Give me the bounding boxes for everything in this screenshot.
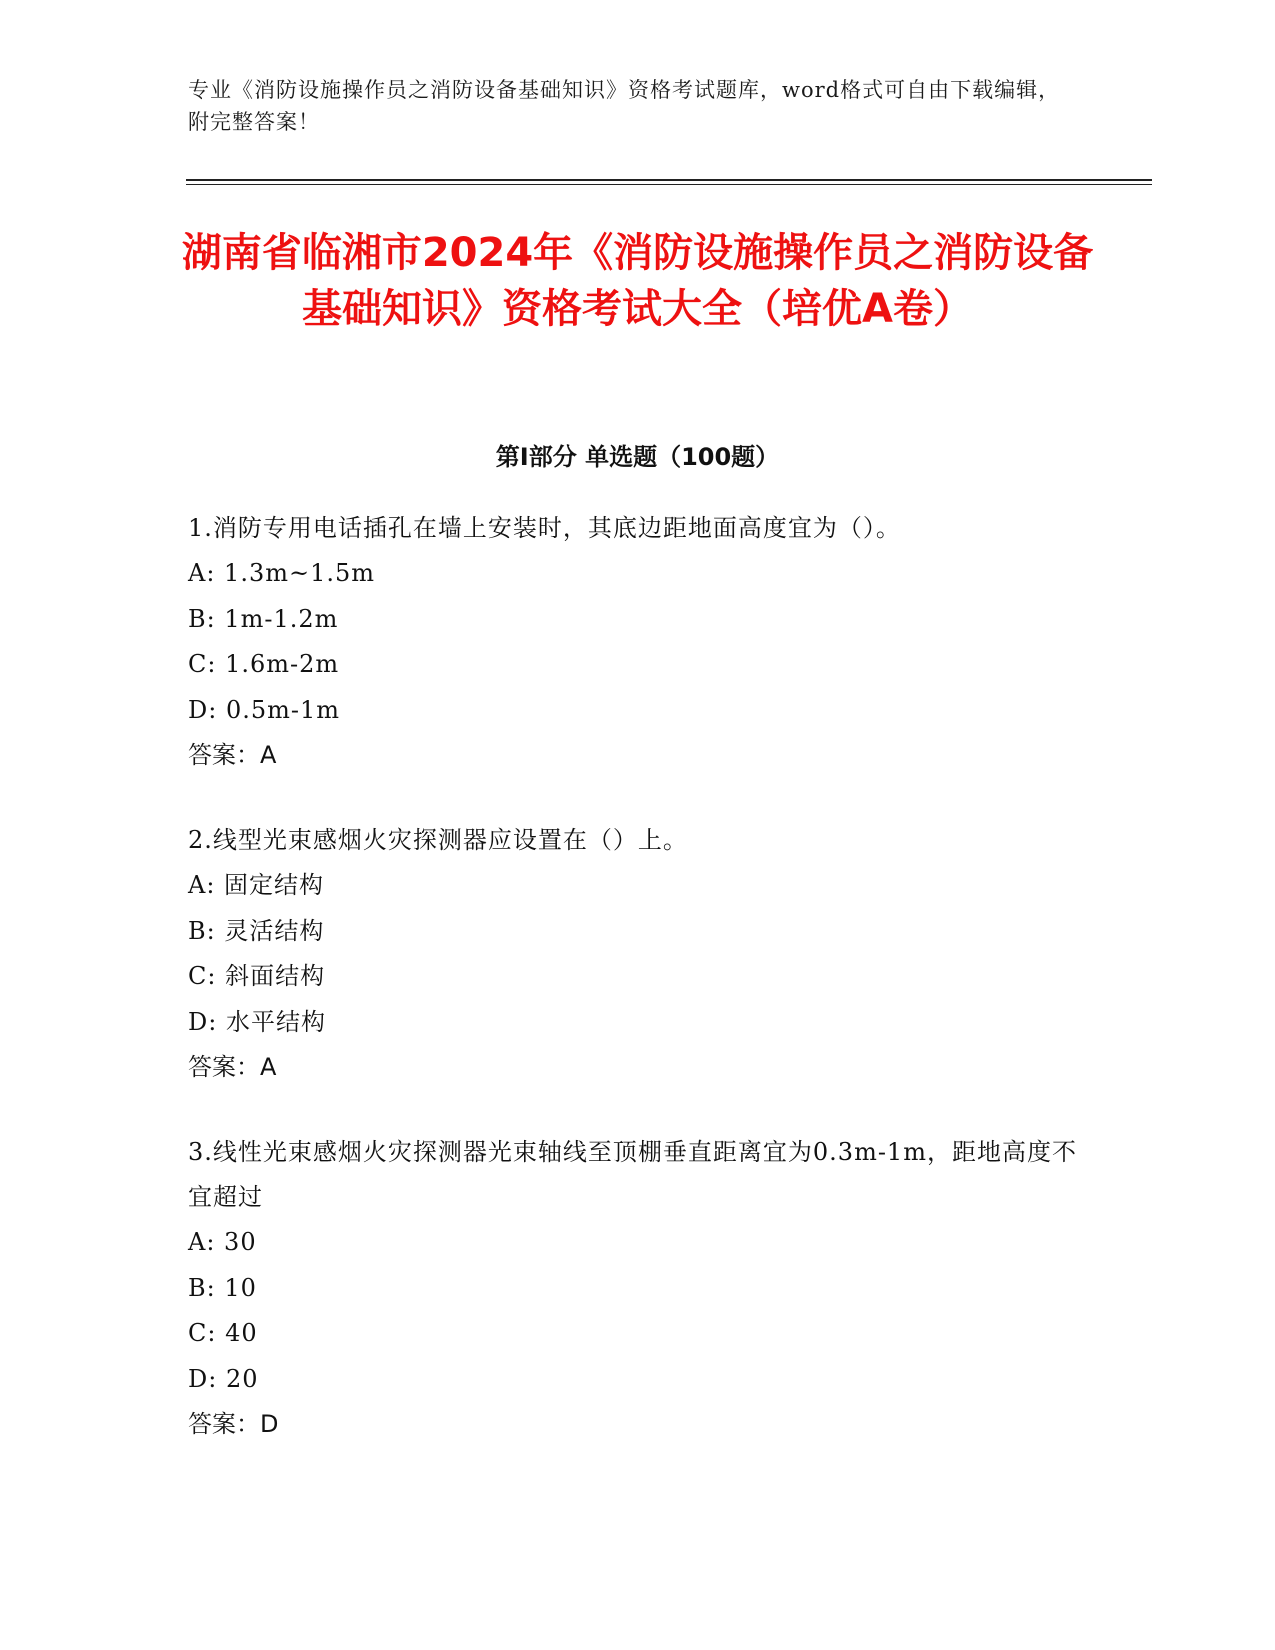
option-d: D: 0.5m-1m <box>188 695 341 724</box>
question-2 <box>188 818 1088 1091</box>
document-title: 湖南省临湘市2024年《消防设施操作员之消防设备基础知识》资格考试大全（培优A卷） <box>181 230 1094 332</box>
header-note: 专业《消防设施操作员之消防设备基础知识》资格考试题库，word格式可自由下载编辑，附完整答案！ <box>188 78 1061 134</box>
option-a: A: 固定结构 <box>188 871 325 899</box>
option-b: B: 1m-1.2m <box>188 604 339 633</box>
question-stem: 2.线型光束感烟火灾探测器应设置在（）上。 <box>188 826 688 854</box>
option-c: C: 斜面结构 <box>188 962 326 990</box>
option-a: A: 1.3m~1.5m <box>188 559 376 587</box>
header-rule-thick <box>186 179 1152 181</box>
section-heading: 第I部分 单选题（100题） <box>495 443 780 471</box>
question-stem: 3.线性光束感烟火灾探测器光束轴线至顶棚垂直距离宜为0.3m-1m，距地高度不宜超过 <box>188 1138 1077 1211</box>
option-d: D: 20 <box>188 1364 259 1393</box>
option-c: C: 1.6m-2m <box>188 650 340 678</box>
option-b: B: 灵活结构 <box>188 916 325 945</box>
answer: 答案：D <box>188 1410 279 1438</box>
option-a: A: 30 <box>188 1228 257 1256</box>
answer: 答案：A <box>188 741 277 769</box>
option-c: C: 40 <box>188 1319 258 1347</box>
question-3 <box>188 1130 1088 1448</box>
answer: 答案：A <box>188 1053 277 1081</box>
header-rule-thin <box>186 184 1152 185</box>
option-d: D: 水平结构 <box>188 1007 326 1036</box>
question-stem: 1.消防专用电话插孔在墙上安装时，其底边距地面高度宜为（）。 <box>188 514 901 542</box>
question-1 <box>188 506 1088 779</box>
option-b: B: 10 <box>188 1273 257 1302</box>
